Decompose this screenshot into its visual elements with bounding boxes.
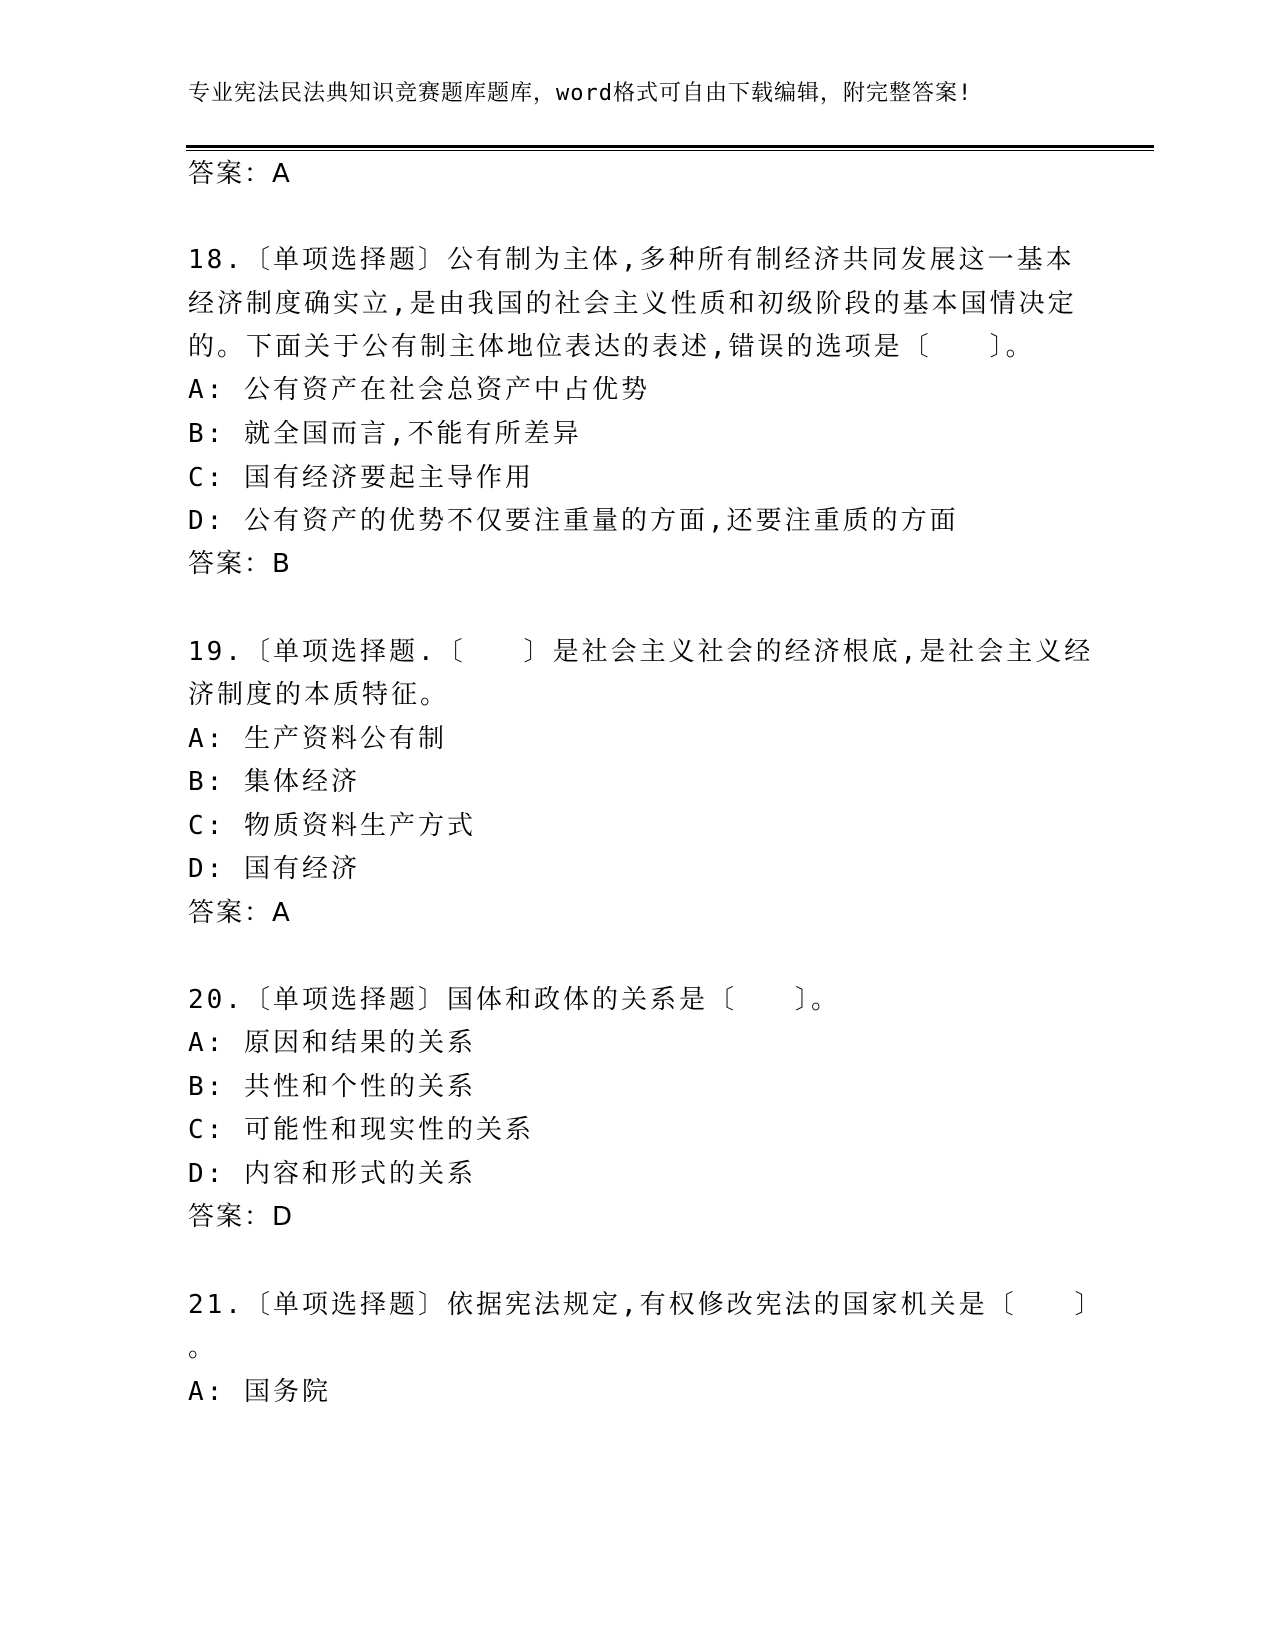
- q20-text-line-1: 20.〔单项选择题〕国体和政体的关系是〔 〕。: [188, 985, 840, 1015]
- q18-option-a: A: 公有资产在社会总资产中占优势: [188, 375, 650, 405]
- q20-option-a: A: 原因和结果的关系: [188, 1028, 476, 1058]
- q18-answer: 答案：B: [188, 549, 292, 579]
- q19-option-b: B: 集体经济: [188, 767, 360, 797]
- q21-option-a: A: 国务院: [188, 1377, 331, 1407]
- q20-option-d: D: 内容和形式的关系: [188, 1159, 476, 1189]
- q19-text-line-2: 济制度的本质特征。: [188, 680, 450, 710]
- q20-answer: 答案：D: [188, 1202, 295, 1232]
- page-header: 专业宪法民法典知识竞赛题库题库，word格式可自由下载编辑，附完整答案!: [188, 81, 973, 106]
- q19-option-c: C: 物质资料生产方式: [188, 811, 476, 841]
- q18-option-c: C: 国有经济要起主导作用: [188, 463, 534, 493]
- q18-text-line-3: 的。下面关于公有制主体地位表达的表述,错误的选项是〔 〕。: [188, 332, 1035, 362]
- q19-option-d: D: 国有经济: [188, 854, 360, 884]
- q19-text-line-1: 19.〔单项选择题.〔 〕是社会主义社会的经济根底,是社会主义经: [188, 637, 1094, 667]
- q19-answer: 答案：A: [188, 898, 292, 928]
- prev-answer: 答案：A: [188, 159, 292, 189]
- q18-text-line-2: 经济制度确实立,是由我国的社会主义性质和初级阶段的基本国情决定: [188, 289, 1077, 319]
- q20-option-c: C: 可能性和现实性的关系: [188, 1115, 534, 1145]
- header-rule-thin: [186, 150, 1154, 151]
- header-rule-thick: [186, 145, 1154, 148]
- q19-option-a: A: 生产资料公有制: [188, 724, 447, 754]
- q18-text-line-1: 18.〔单项选择题〕公有制为主体,多种所有制经济共同发展这一基本: [188, 245, 1075, 275]
- q18-option-d: D: 公有资产的优势不仅要注重量的方面,还要注重质的方面: [188, 506, 959, 536]
- q18-option-b: B: 就全国而言,不能有所差异: [188, 419, 582, 449]
- q21-text-line-1: 21.〔单项选择题〕依据宪法规定,有权修改宪法的国家机关是〔 〕: [188, 1290, 1104, 1320]
- q21-text-line-2: 。: [188, 1333, 218, 1363]
- q20-option-b: B: 共性和个性的关系: [188, 1072, 476, 1102]
